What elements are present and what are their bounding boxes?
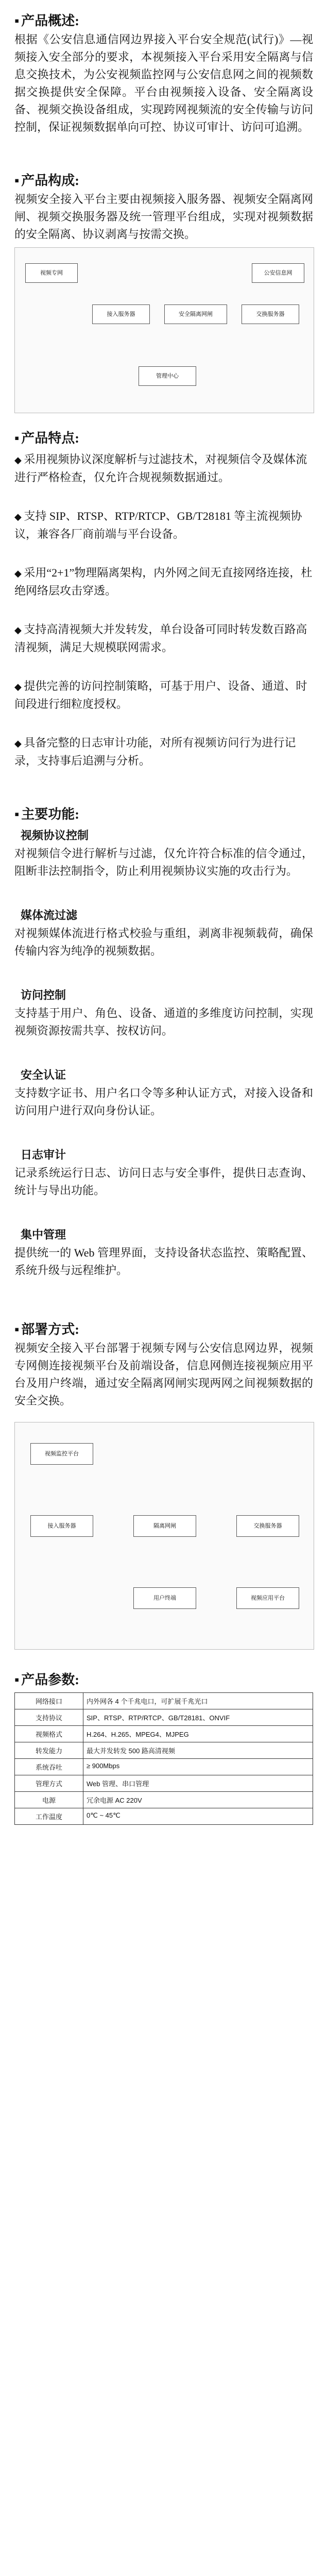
diagram-node: 视频应用平台 [236, 1587, 299, 1609]
feature-item: ◆ 具备完整的日志审计功能，对所有视频访问行为进行记录，支持事后追溯与分析。 [14, 734, 313, 770]
param-key: 转发能力 [15, 1742, 83, 1759]
diagram-node: 交换服务器 [242, 304, 299, 324]
param-key: 工作温度 [15, 1808, 83, 1825]
param-value: 0℃ ~ 45℃ [83, 1808, 313, 1825]
table-row [15, 1775, 313, 1792]
diagram-node: 公安信息网 [252, 263, 304, 283]
diagram-node: 接入服务器 [30, 1515, 93, 1537]
table-row [15, 1808, 313, 1825]
diagram-node: 视频专网 [25, 263, 78, 283]
section-title-overview: ▪ 产品概述: [14, 10, 79, 29]
feature-item: ◆ 提供完善的访问控制策略，可基于用户、设备、通道、时间段进行细粒度授权。 [14, 677, 313, 713]
function-name: 媒体流过滤 [21, 909, 78, 922]
diagram-node: 安全隔离网闸 [164, 304, 227, 324]
section-title-features: ▪ 产品特点: [14, 428, 79, 447]
param-value: 冗余电源 AC 220V [83, 1792, 313, 1808]
deployment-diagram [14, 1422, 314, 1650]
param-value: SIP、RTSP、RTP/RTCP、GB/T28181、ONVIF [83, 1709, 313, 1726]
function-text: 提供统一的 Web 管理界面，支持设备状态监控、策略配置、系统升级与远程维护。 [14, 1246, 313, 1277]
feature-item: ◆ 支持 SIP、RTSP、RTP/RTCP、GB/T28181 等主流视频协议，兼容各厂商前端与平台设备。 [14, 507, 313, 543]
function-text: 对视频信令进行解析与过滤，仅允许符合标准的信令通过，阻断非法控制指令，防止利用视频协议实施的攻击行为。 [14, 847, 313, 877]
table-row [15, 1693, 313, 1709]
param-value: Web 管理、串口管理 [83, 1775, 313, 1792]
section-title-arch: ▪ 产品构成: [14, 170, 79, 189]
diagram-node: 交换服务器 [236, 1515, 299, 1537]
param-key: 支持协议 [15, 1709, 83, 1726]
param-value: 内外网各 4 个千兆电口，可扩展千兆光口 [83, 1693, 313, 1709]
table-row [15, 1709, 313, 1726]
param-key: 网络接口 [15, 1693, 83, 1709]
params-table [14, 1692, 313, 1825]
table-row [15, 1792, 313, 1808]
diagram-node: 管理中心 [139, 366, 196, 386]
function-name: 日志审计 [21, 1148, 66, 1161]
diagram-node: 视频监控平台 [30, 1443, 93, 1465]
table-row [15, 1759, 313, 1775]
overview-text: 根据《公安信息通信网边界接入平台安全规范(试行)》—视频接入安全部分的要求，本视频接入平台采用安全隔离与信息交换技术，为公安视频监控网与公安信息网之间的视频数据交换提供安全保障。平台由视频接入设备、安全隔离设备、视频交换设备组成，实现跨网视频流的安全传输与访问控制，保证视频数据单向可控、协议可审计、访问可追溯。 [14, 33, 313, 133]
diagram-node: 用户终端 [133, 1587, 196, 1609]
section-title-params: ▪ 产品参数: [14, 1669, 79, 1688]
param-value: ≥ 900Mbps [83, 1759, 313, 1775]
arch-text: 视频安全接入平台主要由视频接入服务器、视频安全隔离网闸、视频交换服务器及统一管理平台组成，实现对视频数据的安全隔离、协议剥离与按需交换。 [14, 193, 313, 241]
function-text: 记录系统运行日志、访问日志与安全事件，提供日志查询、统计与导出功能。 [14, 1166, 313, 1197]
section-title-functions: ▪ 主要功能: [14, 804, 79, 823]
section-title-deploy: ▪ 部署方式: [14, 1319, 79, 1338]
table-row [15, 1742, 313, 1759]
deploy-text: 视频安全接入平台部署于视频专网与公安信息网边界，视频专网侧连接视频平台及前端设备，信息网侧连接视频应用平台及用户终端，通过安全隔离网闸实现两网之间视频数据的安全交换。 [14, 1342, 313, 1407]
param-key: 视频格式 [15, 1726, 83, 1742]
architecture-diagram [14, 247, 314, 413]
function-name: 访问控制 [21, 989, 66, 1002]
feature-item: ◆ 采用视频协议深度解析与过滤技术，对视频信令及媒体流进行严格检查，仅允许合规视频数据通过。 [14, 451, 313, 486]
diagram-node: 接入服务器 [92, 304, 150, 324]
feature-item: ◆ 采用“2+1”物理隔离架构，内外网之间无直接网络连接，杜绝网络层攻击穿透。 [14, 564, 313, 600]
function-name: 集中管理 [21, 1228, 66, 1241]
function-name: 视频协议控制 [21, 829, 89, 842]
param-value: 最大并发转发 500 路高清视频 [83, 1742, 313, 1759]
param-key: 管理方式 [15, 1775, 83, 1792]
function-text: 支持基于用户、角色、设备、通道的多维度访问控制，实现视频资源按需共享、按权访问。 [14, 1007, 313, 1037]
function-text: 支持数字证书、用户名口令等多种认证方式，对接入设备和访问用户进行双向身份认证。 [14, 1087, 313, 1117]
param-key: 电源 [15, 1792, 83, 1808]
feature-item: ◆ 支持高清视频大并发转发，单台设备可同时转发数百路高清视频，满足大规模联网需求。 [14, 621, 313, 656]
param-key: 系统吞吐 [15, 1759, 83, 1775]
table-row [15, 1726, 313, 1742]
diagram-node: 隔离网闸 [133, 1515, 196, 1537]
function-name: 安全认证 [21, 1069, 66, 1081]
function-text: 对视频媒体流进行格式校验与重组，剥离非视频载荷，确保传输内容为纯净的视频数据。 [14, 927, 313, 957]
param-value: H.264、H.265、MPEG4、MJPEG [83, 1726, 313, 1742]
